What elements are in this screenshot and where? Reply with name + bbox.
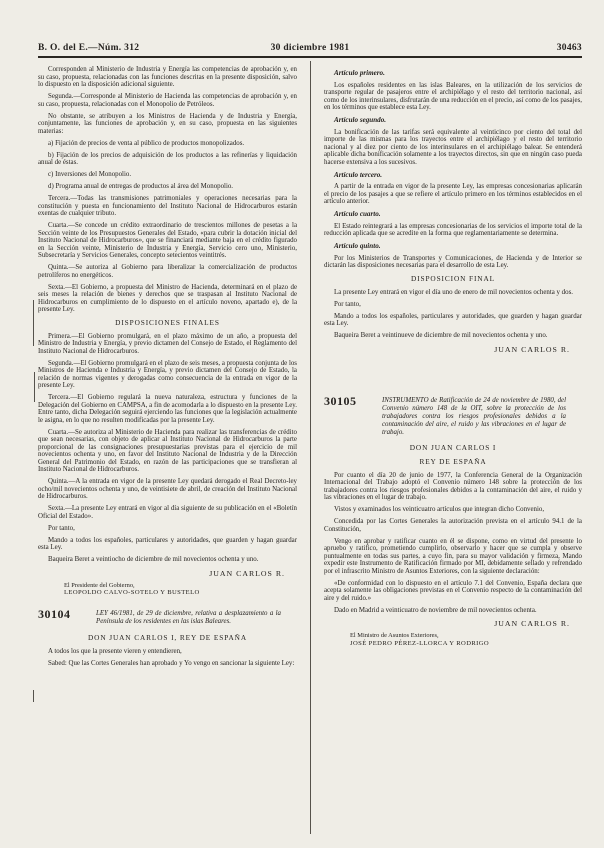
- scan-artifact: [33, 690, 34, 702]
- section-heading: REY DE ESPAÑA: [419, 456, 487, 466]
- scan-artifact: [33, 300, 34, 346]
- paragraph: c) Inversiones del Monopolio.: [48, 171, 132, 178]
- law-number: 30104: [38, 607, 71, 622]
- article-heading: Artículo segundo.: [334, 116, 387, 124]
- paragraph: Mando a todos los españoles, particulares y autoridades, que guarden y hagan guardar esta Ley.: [38, 536, 297, 551]
- article-heading: Artículo tercero.: [334, 170, 383, 179]
- paragraph: Por los Ministerios de Transportes y Comunicaciones, de Hacienda y de Interior se dictarán las disposiciones necesarias para el desarrollo de esta Ley.: [324, 254, 582, 269]
- left-column: [38, 61, 310, 834]
- article-heading: Artículo primero.: [334, 69, 385, 77]
- paragraph: Cuarta.—Se autoriza al Ministerio de Hacienda para realizar las transferencias de crédito que sean necesarias, con objeto de aplicar al Instituto Nacional de Hidrocarburos la parte proporcional de las consignaciones presupuestarias previstas para el ejercicio de mil novecientos ochenta y uno, en favor del Instituto Nacional de Industria y de la Dirección General del Patrimonio del Estado, en razón de las participaciones que se transfieran al Instituto Nacional de Hidrocarburos.: [38, 428, 297, 473]
- paragraph: Primera.—El Gobierno promulgará, en el plazo máximo de un año, a propuesta del Ministro de Industria y Energía, y previo dictamen del Consejo de Estado, el Reglamento del Instituto Nacional de Hidrocarburos.: [38, 332, 297, 355]
- paragraph: Mando a todos los españoles, particulares y autoridades, que guarden y hagan guardar esta Ley.: [324, 312, 582, 327]
- masthead-issue: B. O. del E.—Núm. 312: [38, 43, 140, 53]
- article-heading: Artículo cuarto.: [334, 210, 381, 218]
- section-heading: DON JUAN CARLOS I: [409, 442, 497, 452]
- royal-signature: JUAN CARLOS R.: [494, 619, 570, 629]
- royal-signature: JUAN CARLOS R.: [209, 568, 285, 578]
- signatory-role: El Presidente del Gobierno,: [64, 581, 135, 589]
- masthead-date: 30 diciembre 1981: [270, 43, 350, 53]
- paragraph: Por tanto,: [334, 300, 361, 308]
- paragraph: El Estado reintegrará a las empresas concesionarias de los servicios el importe total de la reducción aplicada que se acredite en la forma que reglamentariamente se determina.: [324, 222, 582, 237]
- paragraph: Baqueira Beret a veintiocho de diciembre de mil novecientos ochenta y uno.: [48, 556, 259, 563]
- text-columns: [38, 61, 582, 834]
- masthead: [38, 43, 582, 58]
- paragraph: Segunda.—Corresponde al Ministerio de Hacienda las competencias de aprobación y, en su caso, propuesta, relacionadas con el Monopolio de Petróleos.: [38, 93, 297, 108]
- signature-block: [350, 632, 582, 647]
- signatory-name: JOSÉ PEDRO PÉREZ-LLORCA Y RODRIGO: [350, 639, 490, 647]
- paragraph: Quinta.—A la entrada en vigor de la presente Ley quedará derogado el Real Decreto-ley ocho/mil novecientos ochenta y uno, de veintisiete de abril, de creación del Instituto Nacional de Hidrocarburos.: [38, 478, 297, 500]
- paragraph: La bonificación de las tarifas será equivalente al veinticinco por ciento del total del importe de las mismas para los trayectos entre el archipiélago y el resto del territorio nacional y al diez por ciento de los interinsulares en el archipiélago balear. Se entenderá aplicable dicha bonificación solamente a los trayectos directos, sin que en ningún caso pueda hacerse extensiva a los sucesivos.: [324, 128, 582, 166]
- paragraph: Sexta.—El Gobierno, a propuesta del Ministro de Hacienda, determinará en el plazo de seis meses la relación de bienes y derechos que se traspasan al Instituto Nacional de Hidrocarburos en cumplimiento de lo dispuesto en el artículo noveno, apartado e), de la presente Ley.: [38, 283, 297, 313]
- law-title: LEY 46/1981, de 29 de diciembre, relativa a desplazamiento a la Península de los residentes en las islas Baleares.: [96, 610, 281, 626]
- section-heading: DON JUAN CARLOS I, REY DE ESPAÑA: [87, 632, 247, 642]
- paragraph: Por cuanto el día 20 de junio de 1977, la Conferencia General de la Organización Internacional del Trabajo adoptó el Convenio número 148 sobre la protección de los trabajadores contra los riesgos profesionales debidos a la contaminación del aire, el ruido y las vibraciones en el lugar de trabajo.: [324, 471, 582, 502]
- paragraph: Vistos y examinados los veinticuatro artículos que integran dicho Convenio,: [334, 506, 545, 514]
- paragraph: «De conformidad con lo dispuesto en el artículo 7.1 del Convenio, España declara que acepta solamente las obligaciones previstas en el Convenio respecto de la contaminación del aire y del ruido.»: [324, 579, 582, 602]
- paragraph: Quinta.—Se autoriza al Gobierno para liberalizar la comercialización de productos petrolíferos no energéticos.: [38, 264, 297, 279]
- paragraph: A partir de la entrada en vigor de la presente Ley, las empresas concesionarias aplicarán el precio de los pasajes a que se refiere el artículo primero en los términos establecidos en el artículo anterior.: [324, 183, 582, 205]
- law-item: [324, 393, 582, 437]
- paragraph: d) Programa anual de entregas de productos al área del Monopolio.: [48, 183, 234, 190]
- right-column: [310, 61, 582, 834]
- royal-signature: JUAN CARLOS R.: [494, 344, 570, 354]
- signature-block: [64, 582, 297, 597]
- law-title: INSTRUMENTO de Ratificación de 24 de noviembre de 1980, del Convenio número 148 de la OIT, sobre la protección de los trabajadores contra los riesgos profesionales debidos a la contaminación del aire, el ruido y las vibraciones en el lugar de trabajo.: [382, 396, 566, 436]
- article-heading: Artículo quinto.: [334, 242, 381, 250]
- paragraph: Vengo en aprobar y ratificar cuanto en él se dispone, como en virtud del presente lo apruebo y ratifico, prometiendo cumplirlo, observarlo y hacer que se cumpla y observe puntualmente en todas sus partes, a cuyo fin, para su mayor validación y firmeza, Mando expedir este Instrumento de Ratificación firmado por MI, debidamente sellado y refrendado por el infrascrito Ministro de Asuntos Exteriores, con la siguiente declaración:: [324, 537, 582, 575]
- law-number: 30105: [324, 393, 357, 408]
- paragraph: Tercera.—Todas las transmisiones patrimoniales y operaciones necesarias para la constitución y puesta en funcionamiento del Instituto Nacional de Hidrocarburos estarán exentas de cualquier tributo.: [38, 195, 297, 217]
- scan-artifact: [34, 372, 35, 402]
- paragraph: Por tanto,: [48, 524, 75, 532]
- paragraph: Dado en Madrid a veinticuatro de noviembre de mil novecientos ochenta.: [334, 606, 537, 614]
- law-item: [38, 609, 297, 626]
- paragraph: La presente Ley entrará en vigor el día uno de enero de mil novecientos ochenta y dos.: [334, 288, 573, 296]
- paragraph: Cuarta.—Se concede un crédito extraordinario de trescientos millones de pesetas a la Sección veinte de los Presupuestos Generales del Estado, «para cubrir la dotación inicial del Instituto Nacional de Hidrocarburos», que se financiará mediante baja en el crédito figurado en la Sección veinte, Ministerio de Industria y Energía, Servicio cero uno, Ministerio, Subsecretaría y Servicios Generales, concepto setecientos veintitrés.: [38, 222, 297, 259]
- paragraph: b) Fijación de los precios de adquisición de los productos a las refinerías y liquidación anual de éstas.: [38, 151, 297, 166]
- paragraph: Concedida por las Cortes Generales la autorización prevista en el artículo 94.1 de la Constitución,: [324, 518, 582, 533]
- paragraph: Baqueira Beret a veintinueve de diciembre de mil novecientos ochenta y uno.: [334, 332, 548, 339]
- masthead-page-number: 30463: [556, 43, 582, 53]
- signatory-role: El Ministro de Asuntos Exteriores,: [350, 632, 439, 640]
- paragraph: Corresponden al Ministerio de Industria y Energía las competencias de aprobación y, en su caso, propuesta, relacionadas con las funciones descritas en la presente disposición, salvo lo dispuesto en la disposición adicional siguiente.: [38, 66, 297, 88]
- section-heading: DISPOSICIONES FINALES: [115, 317, 220, 327]
- paragraph: No obstante, se atribuyen a los Ministros de Hacienda y de Industria y Energía, conjuntamente, las funciones de aprobación y, en su caso, propuesta en las siguientes materias:: [38, 112, 297, 135]
- signatory-name: LEOPOLDO CALVO-SOTELO Y BUSTELO: [64, 588, 200, 596]
- paragraph: Sexta.—La presente Ley entrará en vigor al día siguiente de su publicación en el «Boletín Oficial del Estado».: [38, 505, 297, 520]
- paragraph: Sabed: Que las Cortes Generales han aprobado y Yo vengo en sancionar la siguiente Ley:: [48, 659, 295, 667]
- paragraph: Segunda.—El Gobierno promulgará en el plazo de seis meses, a propuesta conjunta de los Ministros de Hacienda e Industria y Energía, y previo dictamen del Consejo de Estado, la relación de normas vigentes y derogadas como consecuencia de la entrada en vigor de la presente Ley.: [38, 359, 297, 389]
- paragraph: Los españoles residentes en las islas Baleares, en la utilización de los servicios de transporte regular de pasajeros entre el archipiélago y el resto del territorio nacional, así como de los interinsulares, disfrutarán de una reducción en el precio, así como de los pasajes, en los términos que establece esta Ley.: [324, 81, 582, 111]
- paragraph: a) Fijación de precios de venta al público de productos monopolizados.: [48, 139, 245, 147]
- section-heading: DISPOSICION FINAL: [410, 273, 496, 283]
- paragraph: A todos los que la presente vieren y entendieren,: [48, 647, 182, 655]
- paragraph: Tercera.—El Gobierno regulará la nueva naturaleza, estructura y funciones de la Delegación del Gobierno en CAMPSA, a fin de acomodarla a lo dispuesto en la presente Ley. Entre tanto, dicha Delegación seguirá ejerciendo las funciones que la legislación actualmente le asigna, en lo que no resulten modificadas por la presente Ley.: [38, 394, 297, 424]
